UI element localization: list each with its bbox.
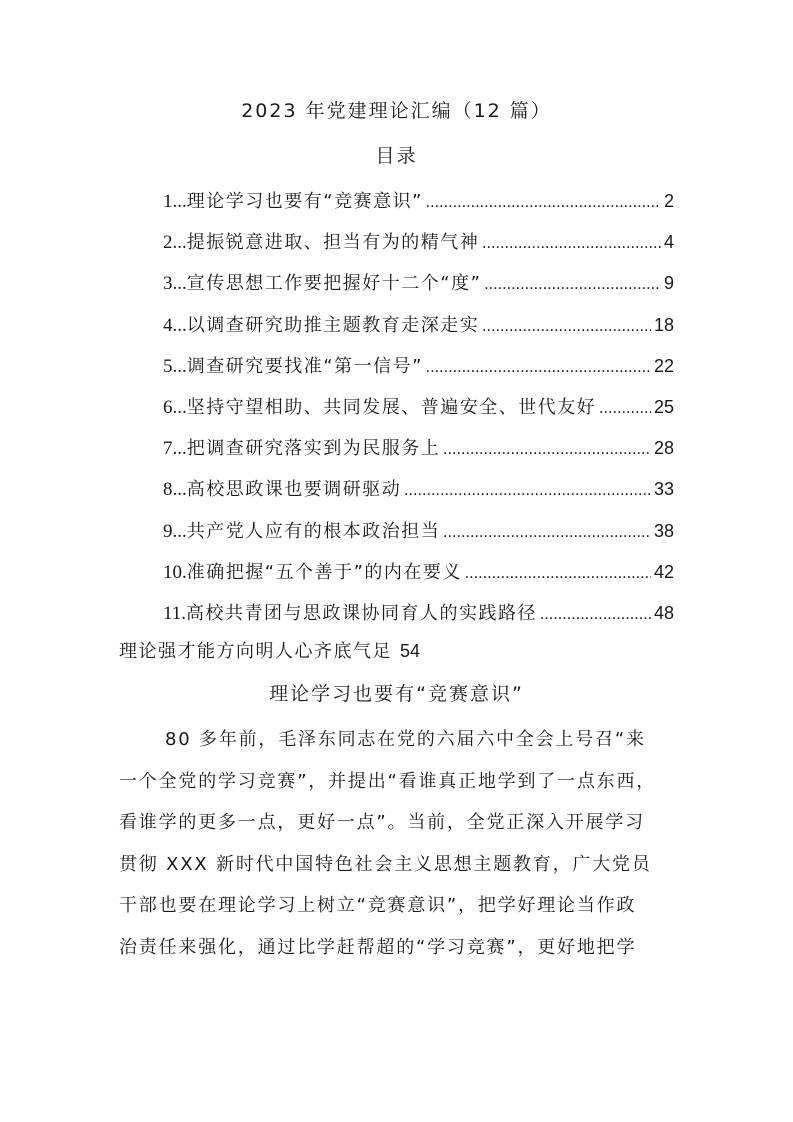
toc-entry-page: 48: [653, 602, 674, 623]
toc-entry-8[interactable]: [163, 471, 674, 512]
toc-entry-number: 4...: [163, 314, 187, 336]
toc-entry-3[interactable]: [163, 265, 674, 306]
toc-entry-number: 6...: [163, 396, 187, 418]
toc-entry-title: 共产党人应有的根本政治担当: [186, 520, 441, 542]
toc-entry-number: 8...: [163, 479, 187, 501]
article-body: [119, 719, 675, 968]
toc-entry-number: 7...: [163, 438, 187, 460]
toc-entry-page: 9: [663, 273, 674, 294]
toc-leader-dots: [443, 515, 651, 551]
toc-entry-title: 高校思政课也要调研驱动: [186, 479, 402, 501]
table-of-contents: [163, 183, 674, 636]
toc-entry-title: 坚持守望相助、共同发展、普遍安全、世代友好: [186, 396, 597, 418]
document-title: 2023 年党建理论汇编（12 篇）: [241, 100, 552, 122]
toc-entry-page: 22: [653, 355, 674, 376]
toc-entry-page: 4: [663, 232, 674, 253]
toc-entry-title: 把调查研究落实到为民服务上: [186, 438, 441, 460]
body-line: 80 多年前，毛泽东同志在党的六届六中全会上号召“来: [165, 729, 646, 750]
toc-entry-title: 理论学习也要有“竞赛意识”: [186, 191, 423, 212]
toc-leader-dots: [426, 350, 651, 386]
toc-entry-4[interactable]: [163, 307, 674, 348]
toc-leader-dots: [443, 432, 651, 468]
toc-entry-number: 3...: [163, 273, 187, 295]
toc-entry-12[interactable]: [119, 637, 420, 663]
toc-entry-title: 调查研究要找准“第一信号”: [186, 355, 423, 377]
toc-leader-dots: [484, 267, 661, 303]
toc-leader-dots: [599, 391, 651, 427]
toc-leader-dots: [465, 556, 651, 592]
toc-entry-title: 以调查研究助推主题教育走深走实: [186, 314, 480, 336]
body-line: 干部也要在理论学习上树立“竞赛意识”，把学好理论当作政: [119, 895, 637, 916]
toc-entry-page: 38: [653, 520, 674, 541]
toc-entry-title: 高校共青团与思政课协同育人的实践路径: [186, 602, 538, 624]
body-line: 治责任来强化，通过比学赶帮超的“学习竞赛”，更好地把学: [119, 936, 637, 958]
toc-leader-dots: [482, 226, 661, 262]
toc-leader-dots: [540, 597, 651, 633]
toc-entry-number: 11.: [163, 602, 187, 624]
toc-entry-number: 5...: [163, 355, 187, 377]
toc-entry-title: 宣传思想工作要把握好十二个“度”: [186, 273, 482, 295]
toc-entry-title: 提振锐意进取、担当有为的精气神: [186, 232, 480, 254]
toc-entry-page: 54: [400, 641, 421, 661]
toc-entry-11[interactable]: [163, 595, 674, 636]
toc-leader-dots: [404, 473, 651, 509]
toc-entry-page: 28: [653, 438, 674, 459]
toc-entry-number: 9...: [163, 520, 187, 542]
toc-entry-9[interactable]: [163, 513, 674, 554]
toc-entry-page: 33: [653, 479, 674, 500]
toc-heading: 目录: [375, 145, 418, 167]
toc-entry-title: 准确把握“五个善于”的内在要义: [186, 561, 462, 583]
toc-entry-number: 10.: [163, 561, 187, 583]
toc-entry-number: 2...: [163, 232, 187, 254]
toc-entry-page: 2: [663, 191, 674, 211]
toc-entry-7[interactable]: [163, 430, 674, 471]
toc-leader-dots: [426, 185, 661, 221]
article-title: 理论学习也要有“竞赛意识”: [269, 683, 524, 705]
body-line: 贯彻 XXX 新时代中国特色社会主义思想主题教育，广大党员: [119, 853, 652, 875]
toc-entry-page: 42: [653, 561, 674, 582]
toc-leader-dots: [482, 309, 651, 345]
toc-entry-1[interactable]: [163, 183, 674, 224]
toc-entry-10[interactable]: [163, 554, 674, 595]
toc-entry-page: 25: [653, 396, 674, 417]
body-line: 看谁学的更多一点，更好一点”。当前，全党正深入开展学习: [119, 812, 645, 833]
toc-entry-page: 18: [653, 314, 674, 335]
toc-entry-title: 理论强才能方向明人心齐底气足: [119, 641, 392, 662]
toc-entry-6[interactable]: [163, 389, 674, 430]
body-line: 一个全党的学习竞赛”，并提出“看谁真正地学到了一点东西，: [119, 770, 657, 792]
toc-entry-number: 1...: [163, 191, 187, 212]
toc-entry-2[interactable]: [163, 224, 674, 265]
toc-entry-5[interactable]: [163, 348, 674, 389]
